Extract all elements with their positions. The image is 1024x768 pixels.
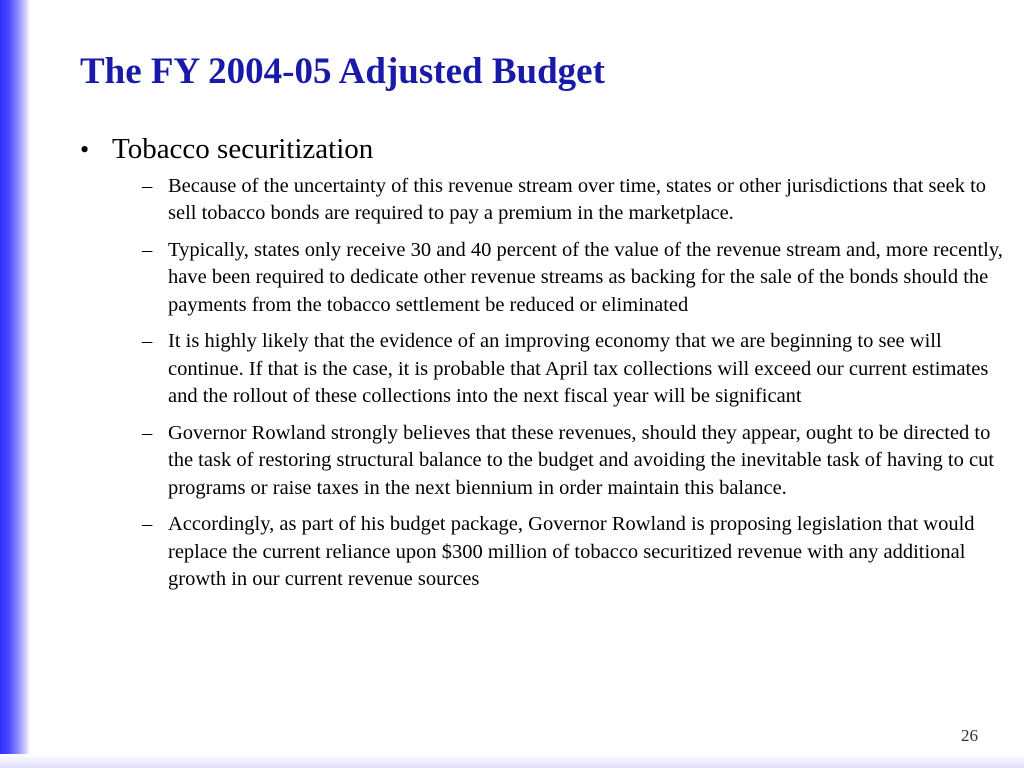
sub-bullet-revenue-share bbox=[142, 237, 1015, 320]
sub-bullet-text: Governor Rowland strongly believes that these revenues, should they appear, ought to be directed to the task of restoring structural balance to the budget and avoiding the inevitable task of having to cut programs or raise taxes in the next biennium in order maintain this balance. bbox=[168, 421, 995, 499]
sub-bullet-premium bbox=[142, 173, 1015, 228]
page-number: 26 bbox=[961, 726, 978, 745]
bullet-marker: • bbox=[80, 135, 90, 164]
left-accent-bar bbox=[0, 0, 30, 768]
bottom-accent-bar bbox=[0, 754, 1024, 768]
sub-bullet-marker: – bbox=[142, 174, 153, 197]
sub-bullet-text: Typically, states only receive 30 and 40 percent of the value of the revenue stream and, more recently, have been required to dedicate other revenue streams as backing for the sale of the bonds should the payments from the tobacco settlement be reduced or eliminated bbox=[168, 238, 1003, 316]
sub-bullet-marker: – bbox=[142, 238, 153, 261]
sub-bullet-text: Because of the uncertainty of this revenue stream over time, states or other jurisdictions that seek to sell tobacco bonds are required to pay a premium in the marketplace. bbox=[168, 174, 987, 225]
sub-bullet-marker: – bbox=[142, 513, 153, 536]
slide-title: The FY 2004-05 Adjusted Budget bbox=[80, 51, 605, 92]
sub-bullet-marker: – bbox=[142, 330, 153, 353]
slide-content bbox=[80, 132, 1015, 603]
sub-bullet-list bbox=[80, 173, 1015, 594]
sub-bullet-structural-balance bbox=[142, 420, 1015, 503]
sub-bullet-legislation bbox=[142, 511, 1015, 594]
bullet-label: Tobacco securitization bbox=[112, 133, 374, 165]
sub-bullet-economy bbox=[142, 328, 1015, 411]
sub-bullet-text: Accordingly, as part of his budget package, Governor Rowland is proposing legislation that would replace the current reliance upon $300 million of tobacco securitized revenue with any additional growth in our current revenue sources bbox=[168, 513, 975, 591]
bullet-tobacco-securitization bbox=[80, 132, 1015, 167]
sub-bullet-marker: – bbox=[142, 421, 153, 444]
sub-bullet-text: It is highly likely that the evidence of an improving economy that we are beginning to see will continue. If that is the case, it is probable that April tax collections will exceed our current estimates and the rollout of these collections into the next fiscal year will be significant bbox=[168, 330, 989, 408]
